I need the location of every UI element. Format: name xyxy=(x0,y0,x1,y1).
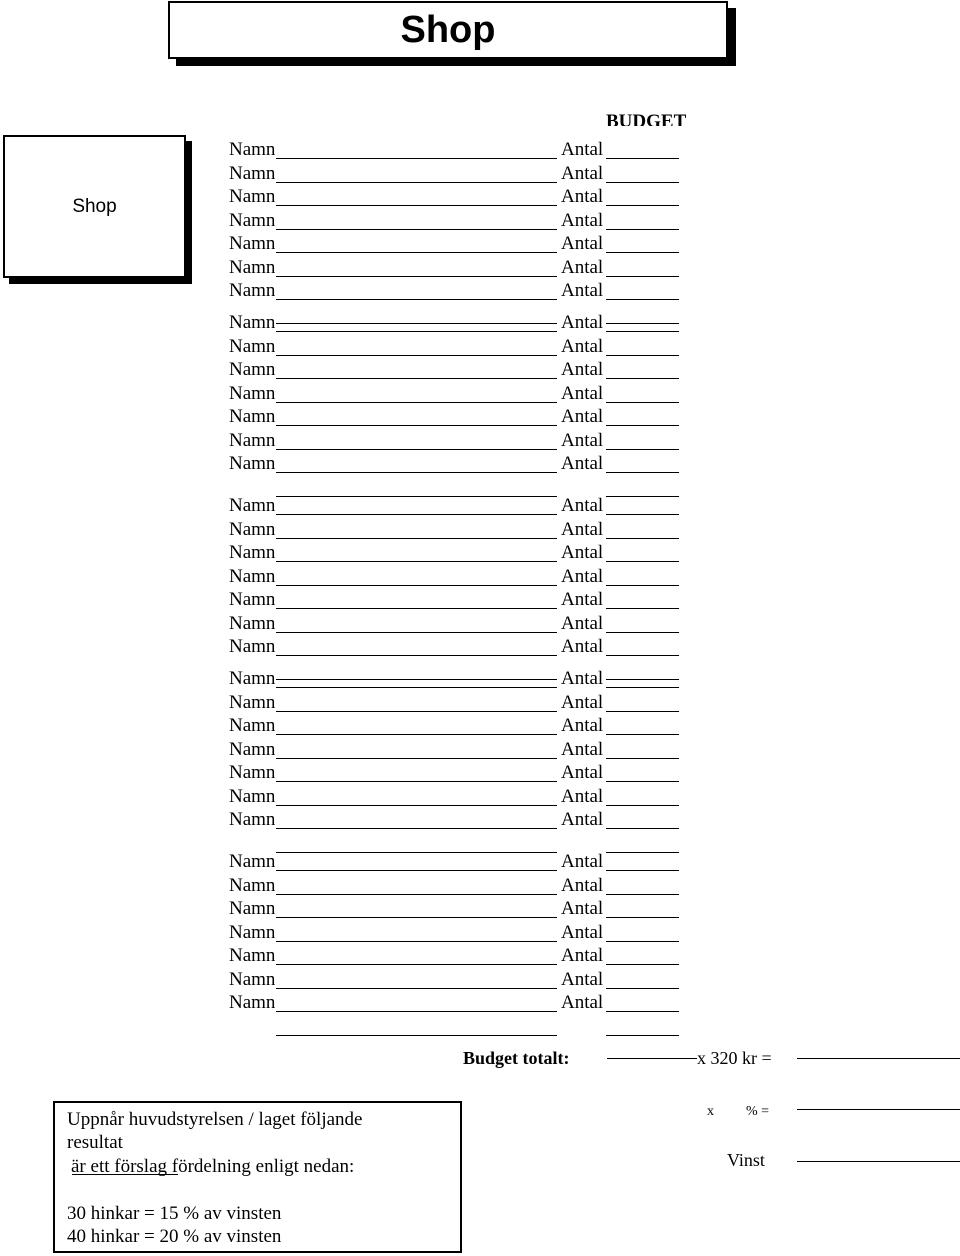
name-label: Namn xyxy=(229,209,276,231)
shop-box xyxy=(3,135,186,278)
name-field-28[interactable] xyxy=(276,828,557,829)
name-field-34[interactable] xyxy=(276,988,557,989)
qty-field-22[interactable] xyxy=(606,687,679,688)
qty-field-19[interactable] xyxy=(606,608,679,609)
name-label: Namn xyxy=(229,874,276,896)
group-separator-name xyxy=(276,496,557,497)
qty-label: Antal xyxy=(561,809,604,830)
qty-label: Antal xyxy=(561,691,604,713)
name-field-13[interactable] xyxy=(276,449,557,450)
name-label: Namn xyxy=(229,186,276,207)
name-field-22[interactable] xyxy=(276,687,557,688)
qty-label: Antal xyxy=(561,280,604,301)
rules-intro-3: är ett förslag fördelning enligt nedan: xyxy=(71,1156,355,1177)
group-separator-name xyxy=(276,1035,557,1036)
qty-field-24[interactable] xyxy=(606,734,679,735)
qty-field-5[interactable] xyxy=(606,252,679,253)
rules-underline xyxy=(72,1174,178,1175)
group-separator-name xyxy=(276,852,557,853)
qty-field-11[interactable] xyxy=(606,402,679,403)
percent-result-field[interactable] xyxy=(797,1109,960,1110)
prize-field[interactable] xyxy=(797,1161,960,1162)
qty-label: Antal xyxy=(561,495,604,516)
qty-label: Antal xyxy=(561,612,604,634)
shop-box-label: Shop xyxy=(72,195,117,217)
qty-field-30[interactable] xyxy=(606,894,679,895)
name-label: Namn xyxy=(229,518,276,540)
name-label: Namn xyxy=(229,785,276,807)
qty-label: Antal xyxy=(561,738,604,760)
qty-label: Antal xyxy=(561,945,604,966)
qty-label: Antal xyxy=(561,636,604,657)
qty-label: Antal xyxy=(561,968,604,990)
qty-label: Antal xyxy=(561,162,604,184)
qty-label: Antal xyxy=(561,453,604,474)
qty-field-28[interactable] xyxy=(606,828,679,829)
name-field-5[interactable] xyxy=(276,252,557,253)
group-separator-name xyxy=(276,323,557,324)
name-label: Namn xyxy=(229,429,276,451)
qty-label: Antal xyxy=(561,762,604,783)
qty-label: Antal xyxy=(561,359,604,380)
qty-label: Antal xyxy=(561,335,604,357)
page-title: Shop xyxy=(400,9,496,51)
name-field-20[interactable] xyxy=(276,632,557,633)
title-banner xyxy=(168,1,728,59)
name-field-32[interactable] xyxy=(276,941,557,942)
name-label: Namn xyxy=(229,335,276,357)
qty-field-25[interactable] xyxy=(606,758,679,759)
percent-multiplier-x: x xyxy=(707,1104,714,1119)
name-field-30[interactable] xyxy=(276,894,557,895)
qty-field-8[interactable] xyxy=(606,331,679,332)
qty-field-15[interactable] xyxy=(606,514,679,515)
name-field-9[interactable] xyxy=(276,355,557,356)
rules-tier-2: 40 hinkar = 20 % av vinsten xyxy=(67,1226,282,1247)
qty-label: Antal xyxy=(561,898,604,919)
name-label: Namn xyxy=(229,495,276,516)
name-field-24[interactable] xyxy=(276,734,557,735)
name-label: Namn xyxy=(229,668,276,689)
qty-label: Antal xyxy=(561,785,604,807)
qty-label: Antal xyxy=(561,921,604,943)
name-field-27[interactable] xyxy=(276,805,557,806)
name-label: Namn xyxy=(229,453,276,474)
name-label: Namn xyxy=(229,542,276,563)
name-field-23[interactable] xyxy=(276,711,557,712)
rules-tier-1: 30 hinkar = 15 % av vinsten xyxy=(67,1203,282,1224)
name-label: Namn xyxy=(229,406,276,427)
qty-label: Antal xyxy=(561,668,604,689)
name-label: Namn xyxy=(229,851,276,872)
group-separator-qty xyxy=(606,496,679,497)
qty-label: Antal xyxy=(561,589,604,610)
rules-intro-2: resultat xyxy=(67,1132,123,1153)
name-field-2[interactable] xyxy=(276,182,557,183)
qty-field-6[interactable] xyxy=(606,276,679,277)
name-field-21[interactable] xyxy=(276,655,557,656)
price-per-unit: x 320 kr = xyxy=(697,1048,772,1068)
qty-label: Antal xyxy=(561,209,604,231)
group-separator-name xyxy=(276,679,557,680)
name-label: Namn xyxy=(229,233,276,254)
name-field-11[interactable] xyxy=(276,402,557,403)
name-label: Namn xyxy=(229,992,276,1013)
qty-field-10[interactable] xyxy=(606,378,679,379)
name-label: Namn xyxy=(229,921,276,943)
budget-heading: BUDGET xyxy=(606,112,687,126)
qty-label: Antal xyxy=(561,139,604,160)
name-label: Namn xyxy=(229,738,276,760)
qty-field-3[interactable] xyxy=(606,205,679,206)
qty-label: Antal xyxy=(561,851,604,872)
qty-label: Antal xyxy=(561,382,604,404)
name-field-15[interactable] xyxy=(276,514,557,515)
name-field-26[interactable] xyxy=(276,781,557,782)
qty-label: Antal xyxy=(561,992,604,1013)
name-field-17[interactable] xyxy=(276,561,557,562)
budget-total-field[interactable] xyxy=(607,1058,697,1059)
group-separator-qty xyxy=(606,679,679,680)
name-field-12[interactable] xyxy=(276,425,557,426)
qty-field-12[interactable] xyxy=(606,425,679,426)
name-label: Namn xyxy=(229,565,276,587)
name-field-7[interactable] xyxy=(276,299,557,300)
qty-field-14[interactable] xyxy=(606,472,679,473)
qty-label: Antal xyxy=(561,565,604,587)
name-field-6[interactable] xyxy=(276,276,557,277)
qty-label: Antal xyxy=(561,256,604,278)
qty-label: Antal xyxy=(561,518,604,540)
qty-field-20[interactable] xyxy=(606,632,679,633)
name-field-16[interactable] xyxy=(276,538,557,539)
name-label: Namn xyxy=(229,589,276,610)
qty-label: Antal xyxy=(561,312,604,333)
group-separator-qty xyxy=(606,1035,679,1036)
name-label: Namn xyxy=(229,762,276,783)
qty-field-27[interactable] xyxy=(606,805,679,806)
name-field-35[interactable] xyxy=(276,1011,557,1012)
name-field-14[interactable] xyxy=(276,472,557,473)
qty-field-1[interactable] xyxy=(606,158,679,159)
name-label: Namn xyxy=(229,612,276,634)
name-label: Namn xyxy=(229,280,276,301)
qty-field-21[interactable] xyxy=(606,655,679,656)
qty-label: Antal xyxy=(561,715,604,736)
name-label: Namn xyxy=(229,162,276,184)
qty-field-29[interactable] xyxy=(606,870,679,871)
name-field-33[interactable] xyxy=(276,964,557,965)
name-label: Namn xyxy=(229,715,276,736)
qty-field-32[interactable] xyxy=(606,941,679,942)
qty-field-18[interactable] xyxy=(606,585,679,586)
qty-field-26[interactable] xyxy=(606,781,679,782)
qty-label: Antal xyxy=(561,542,604,563)
qty-field-16[interactable] xyxy=(606,538,679,539)
name-label: Namn xyxy=(229,636,276,657)
name-field-8[interactable] xyxy=(276,331,557,332)
budget-total-label: Budget totalt: xyxy=(463,1048,570,1068)
name-field-1[interactable] xyxy=(276,158,557,159)
qty-field-34[interactable] xyxy=(606,988,679,989)
name-label: Namn xyxy=(229,359,276,380)
group-separator-qty xyxy=(606,852,679,853)
name-field-19[interactable] xyxy=(276,608,557,609)
qty-field-31[interactable] xyxy=(606,917,679,918)
prize-label: Vinst xyxy=(727,1150,765,1170)
qty-field-35[interactable] xyxy=(606,1011,679,1012)
group-separator-qty xyxy=(606,323,679,324)
name-field-3[interactable] xyxy=(276,205,557,206)
qty-field-13[interactable] xyxy=(606,449,679,450)
budget-sum-field[interactable] xyxy=(797,1058,960,1059)
name-field-31[interactable] xyxy=(276,917,557,918)
rules-intro-1: Uppnår huvudstyrelsen / laget följande xyxy=(67,1109,363,1130)
name-label: Namn xyxy=(229,139,276,160)
percent-equals: % = xyxy=(746,1104,770,1119)
qty-label: Antal xyxy=(561,406,604,427)
qty-field-17[interactable] xyxy=(606,561,679,562)
name-label: Namn xyxy=(229,256,276,278)
qty-field-2[interactable] xyxy=(606,182,679,183)
qty-field-7[interactable] xyxy=(606,299,679,300)
qty-field-23[interactable] xyxy=(606,711,679,712)
name-field-29[interactable] xyxy=(276,870,557,871)
name-field-25[interactable] xyxy=(276,758,557,759)
name-field-18[interactable] xyxy=(276,585,557,586)
qty-field-4[interactable] xyxy=(606,229,679,230)
name-label: Namn xyxy=(229,945,276,966)
name-label: Namn xyxy=(229,898,276,919)
name-label: Namn xyxy=(229,382,276,404)
name-field-4[interactable] xyxy=(276,229,557,230)
qty-label: Antal xyxy=(561,186,604,207)
qty-field-33[interactable] xyxy=(606,964,679,965)
name-field-10[interactable] xyxy=(276,378,557,379)
qty-field-9[interactable] xyxy=(606,355,679,356)
qty-label: Antal xyxy=(561,429,604,451)
qty-label: Antal xyxy=(561,874,604,896)
qty-label: Antal xyxy=(561,233,604,254)
name-label: Namn xyxy=(229,312,276,333)
name-label: Namn xyxy=(229,968,276,990)
name-label: Namn xyxy=(229,809,276,830)
name-label: Namn xyxy=(229,691,276,713)
